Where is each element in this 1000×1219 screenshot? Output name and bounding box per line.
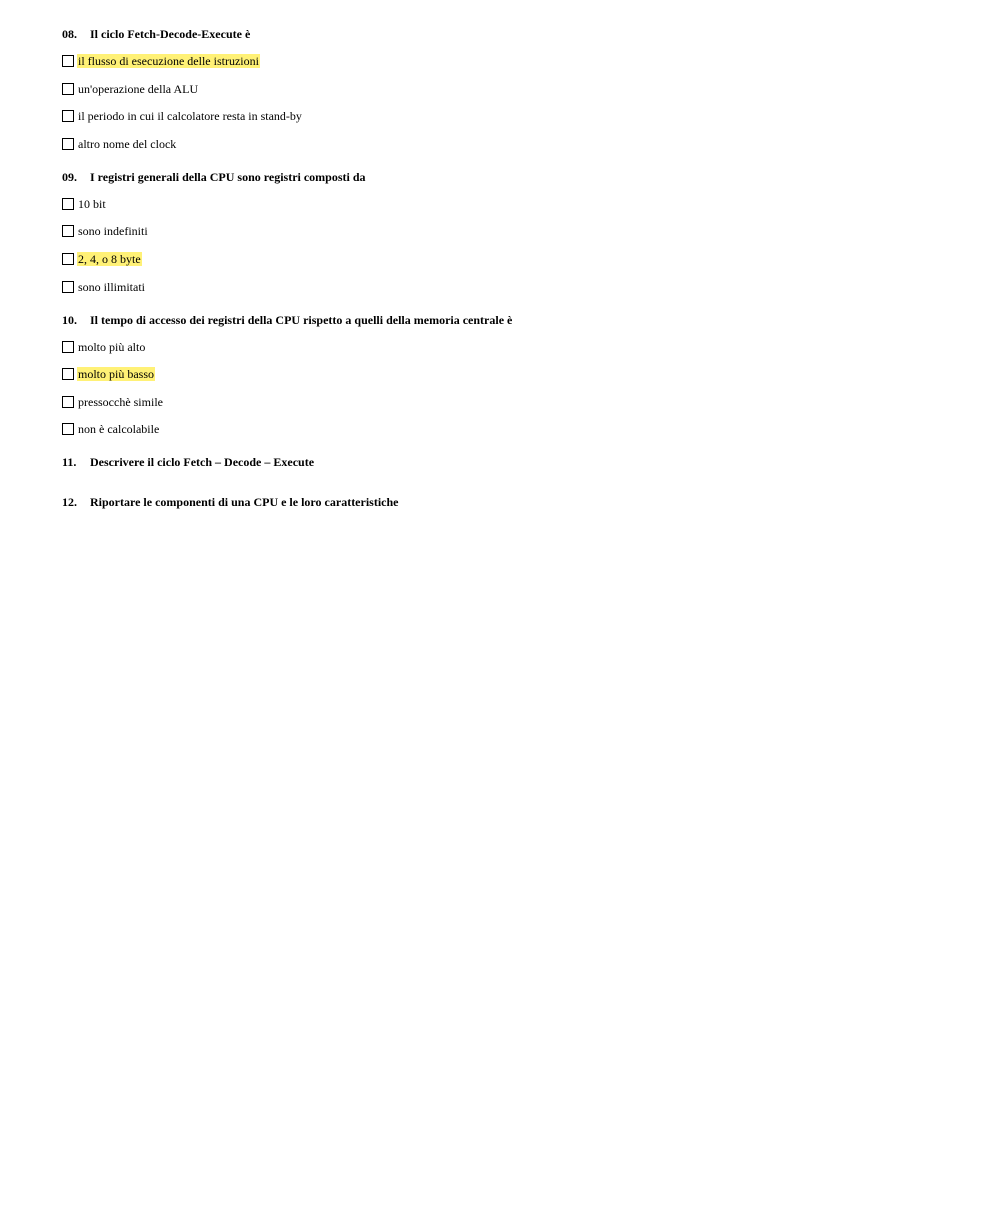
question-11 bbox=[62, 452, 962, 472]
answer-checkbox[interactable] bbox=[62, 225, 74, 237]
document-page bbox=[62, 24, 962, 525]
answer-label: molto più alto bbox=[78, 339, 146, 354]
answer-option[interactable] bbox=[62, 221, 962, 241]
answer-option[interactable] bbox=[62, 134, 962, 154]
question-text: Descrivere il ciclo Fetch – Decode – Execute bbox=[90, 455, 315, 470]
question-number: 12. bbox=[62, 495, 77, 510]
answer-option[interactable] bbox=[62, 249, 962, 269]
answer-label: non è calcolabile bbox=[78, 422, 160, 437]
answer-option[interactable] bbox=[62, 419, 962, 439]
answer-checkbox[interactable] bbox=[62, 423, 74, 435]
answer-option[interactable] bbox=[62, 79, 962, 99]
question-number: 09. bbox=[62, 169, 77, 184]
answer-checkbox[interactable] bbox=[62, 198, 74, 210]
answer-options bbox=[62, 194, 962, 297]
answer-option[interactable] bbox=[62, 337, 962, 357]
answer-option[interactable] bbox=[62, 194, 962, 214]
answer-label: un'operazione della ALU bbox=[78, 81, 199, 96]
question-title bbox=[62, 492, 962, 512]
question-title bbox=[62, 24, 962, 44]
question-title bbox=[62, 310, 962, 330]
answer-label: altro nome del clock bbox=[78, 136, 177, 151]
answer-checkbox[interactable] bbox=[62, 341, 74, 353]
answer-checkbox[interactable] bbox=[62, 138, 74, 150]
question-number: 08. bbox=[62, 27, 77, 41]
answer-checkbox[interactable] bbox=[62, 253, 74, 265]
answer-label: pressocchè simile bbox=[78, 394, 163, 409]
answer-option[interactable] bbox=[62, 392, 962, 412]
answer-checkbox[interactable] bbox=[62, 55, 74, 67]
question-10 bbox=[62, 310, 962, 440]
answer-label: sono indefiniti bbox=[78, 224, 148, 239]
answer-option[interactable] bbox=[62, 51, 962, 71]
answer-checkbox[interactable] bbox=[62, 396, 74, 408]
answer-label: molto più basso bbox=[78, 367, 155, 382]
answer-option[interactable] bbox=[62, 106, 962, 126]
answer-option[interactable] bbox=[62, 364, 962, 384]
answer-label: il periodo in cui il calcolatore resta in stand-by bbox=[78, 109, 302, 124]
question-text: I registri generali della CPU sono registri composti da bbox=[90, 169, 366, 184]
question-title bbox=[62, 167, 962, 187]
question-number: 10. bbox=[62, 312, 77, 327]
question-08 bbox=[62, 24, 962, 154]
answer-checkbox[interactable] bbox=[62, 368, 74, 380]
answer-checkbox[interactable] bbox=[62, 83, 74, 95]
question-09 bbox=[62, 167, 962, 297]
answer-checkbox[interactable] bbox=[62, 110, 74, 122]
question-title bbox=[62, 452, 962, 472]
question-text: Riportare le componenti di una CPU e le loro caratteristiche bbox=[90, 495, 399, 510]
answer-checkbox[interactable] bbox=[62, 281, 74, 293]
question-number: 11. bbox=[62, 455, 77, 470]
answer-options bbox=[62, 51, 962, 154]
answer-label: 2, 4, o 8 byte bbox=[78, 251, 141, 266]
question-text: Il ciclo Fetch-Decode-Execute è bbox=[90, 27, 251, 41]
answer-option[interactable] bbox=[62, 277, 962, 297]
question-text: Il tempo di accesso dei registri della CPU rispetto a quelli della memoria centrale è bbox=[90, 312, 513, 327]
answer-label: 10 bit bbox=[78, 196, 106, 211]
answer-options bbox=[62, 337, 962, 440]
question-12 bbox=[62, 492, 962, 512]
answer-label: il flusso di esecuzione delle istruzioni bbox=[78, 54, 259, 68]
answer-label: sono illimitati bbox=[78, 279, 146, 294]
